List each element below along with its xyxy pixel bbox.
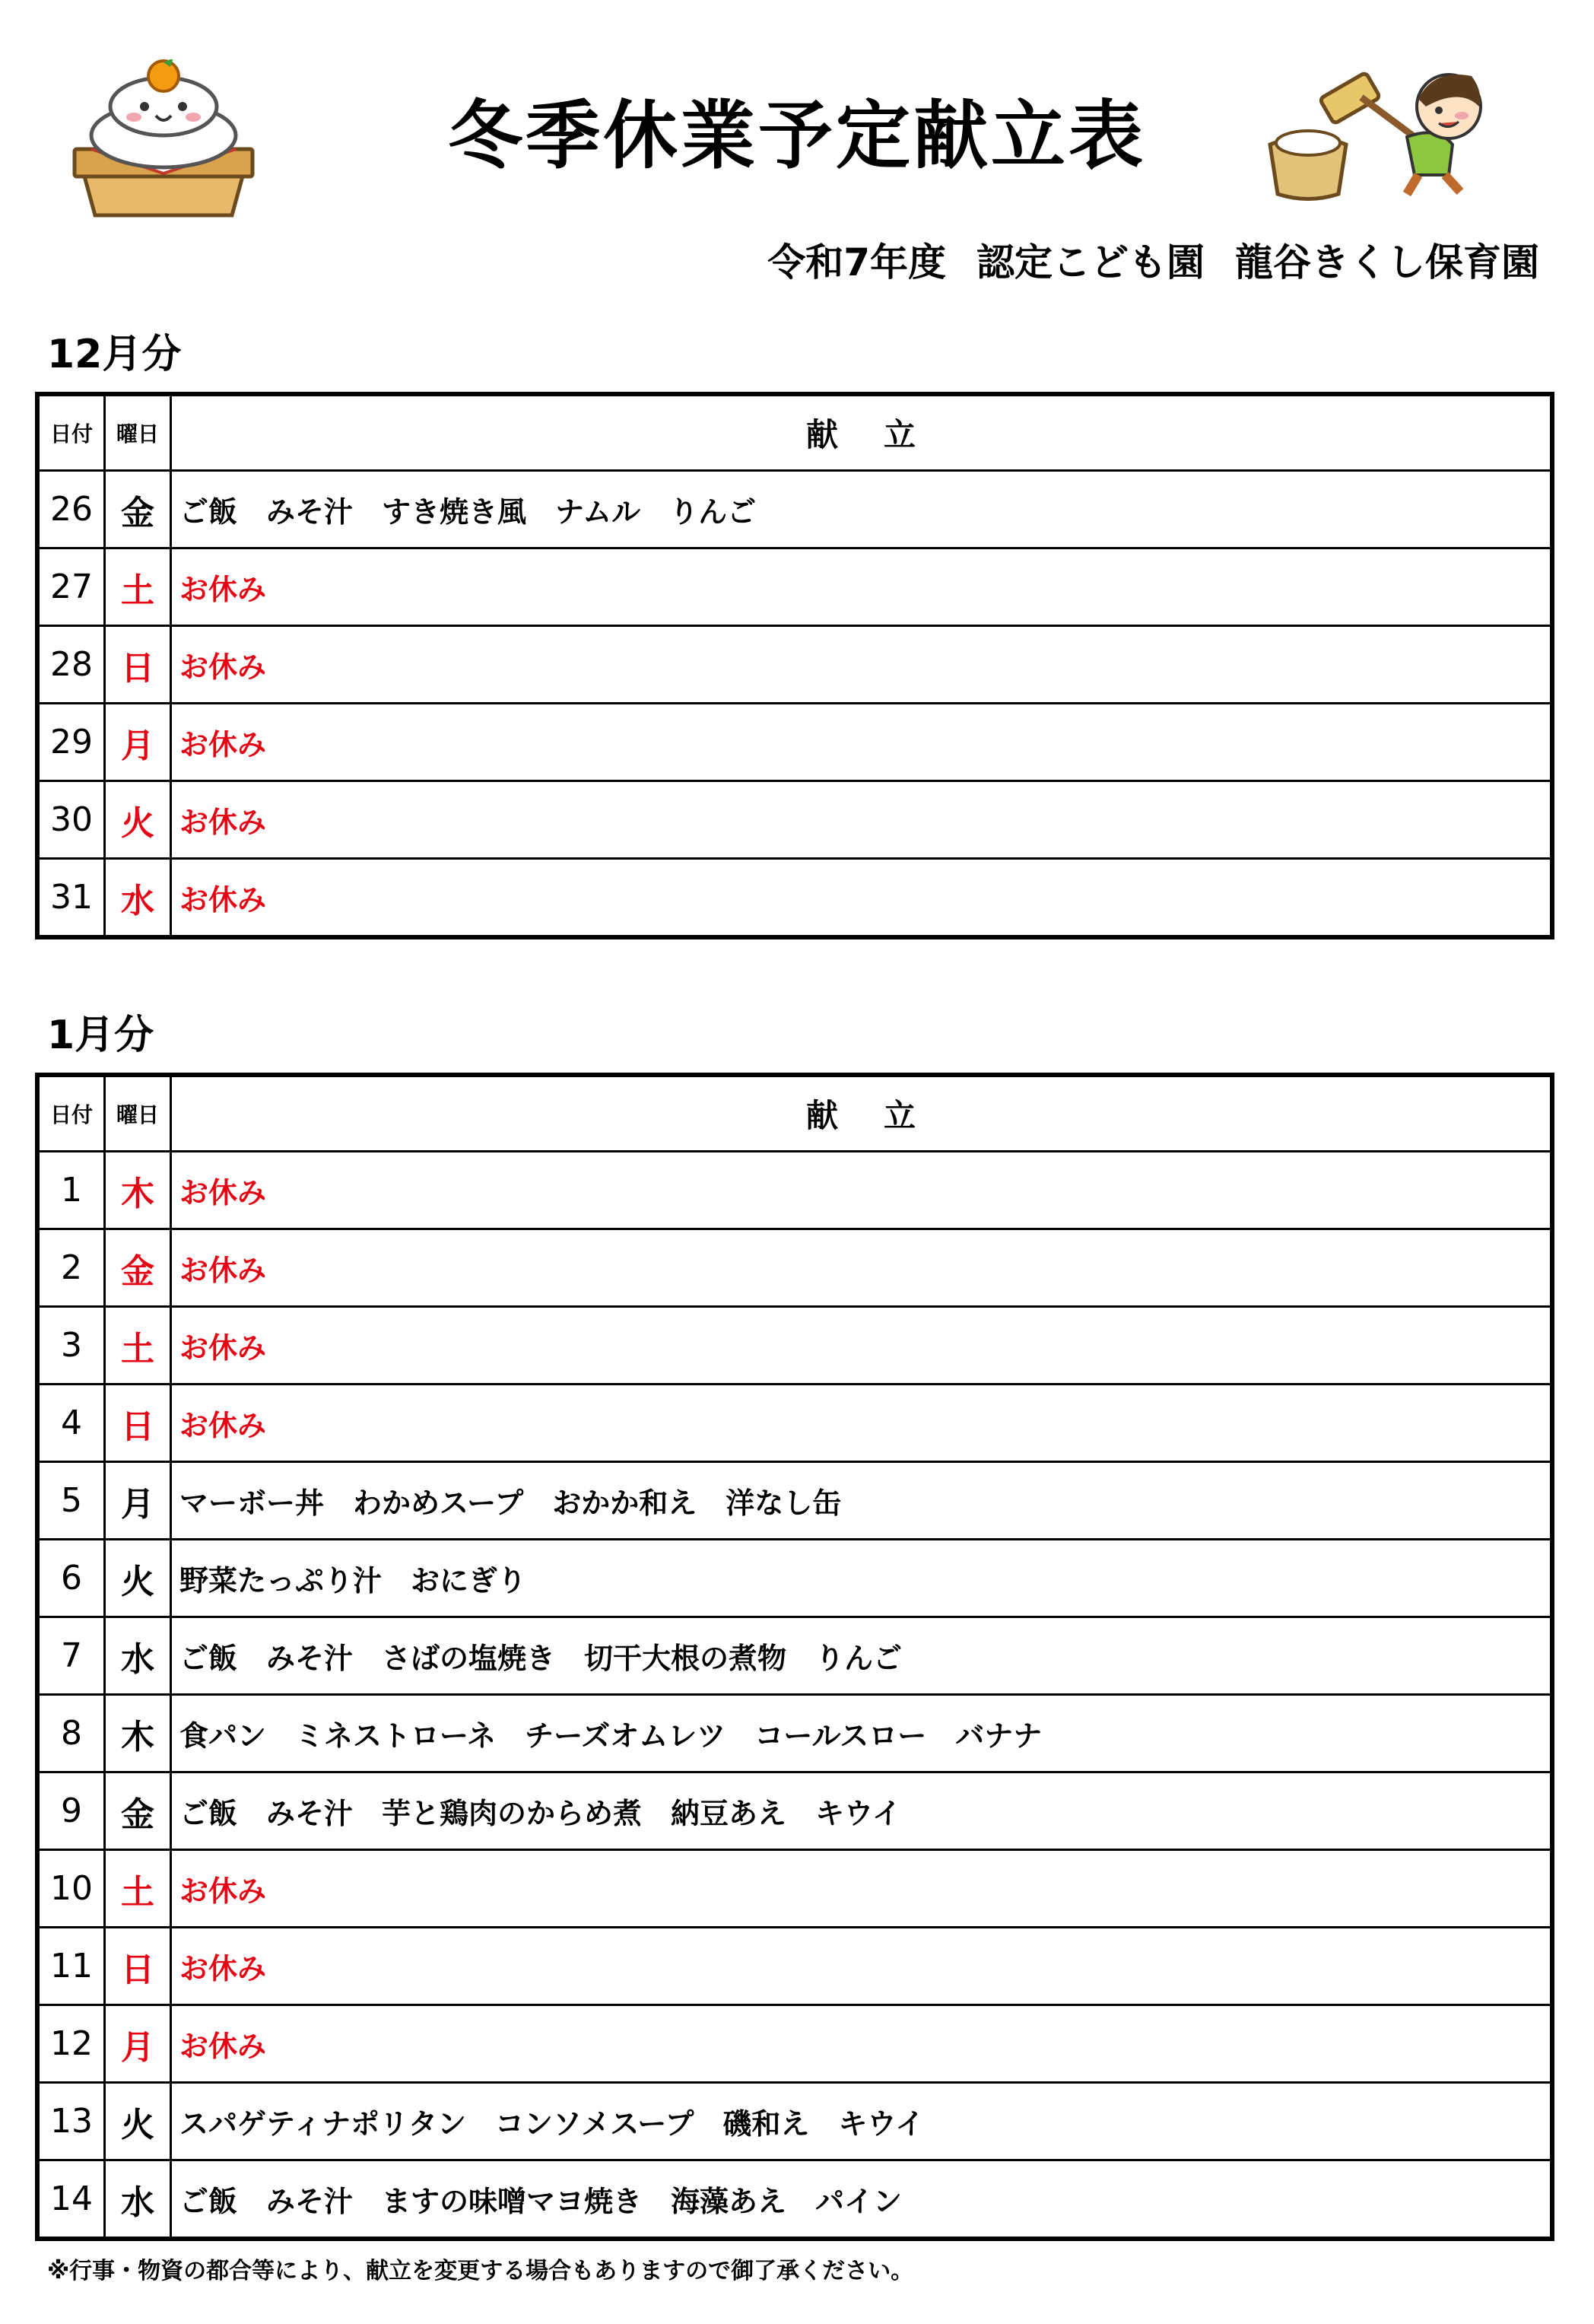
header-day: 曜日: [105, 1075, 171, 1152]
row-menu: ご飯 みそ汁 さばの塩焼き 切干大根の煮物 りんご: [171, 1617, 1553, 1695]
table-row: [37, 781, 1552, 859]
row-day: 火: [105, 1540, 171, 1617]
row-date: 8: [37, 1695, 105, 1772]
row-day: 土: [105, 548, 171, 626]
table-row: [37, 2083, 1552, 2160]
row-menu: お休み: [171, 1229, 1553, 1307]
row-menu: マーボー丼 わかめスープ おかか和え 洋なし缶: [171, 1462, 1553, 1540]
table-row: [37, 859, 1552, 938]
row-date: 28: [37, 626, 105, 704]
row-day: 月: [105, 1462, 171, 1540]
row-menu: お休み: [171, 626, 1553, 704]
table-row: [37, 1540, 1552, 1617]
table-row: [37, 1307, 1552, 1385]
header-day: 曜日: [105, 394, 171, 471]
row-menu: 食パン ミネストローネ チーズオムレツ コールスロー バナナ: [171, 1695, 1553, 1772]
row-menu: ご飯 みそ汁 すき焼き風 ナムル りんご: [171, 471, 1553, 548]
table-row: [37, 1695, 1552, 1772]
row-menu: ご飯 みそ汁 芋と鶏肉のからめ煮 納豆あえ キウイ: [171, 1772, 1553, 1850]
december-label: 12月分: [47, 332, 182, 377]
row-menu: スパゲティナポリタン コンソメスープ 磯和え キウイ: [171, 2083, 1553, 2160]
row-menu: お休み: [171, 704, 1553, 781]
table-row: [37, 1462, 1552, 1540]
row-date: 3: [37, 1307, 105, 1385]
row-day: 日: [105, 1928, 171, 2005]
fiscal-year: 令和7年度: [767, 240, 946, 285]
row-menu: お休み: [171, 1152, 1553, 1229]
table-header-row: [37, 1075, 1552, 1152]
row-day: 水: [105, 859, 171, 938]
row-day: 水: [105, 1617, 171, 1695]
row-menu: お休み: [171, 859, 1553, 938]
table-row: [37, 2160, 1552, 2240]
january-menu-table: [35, 1073, 1554, 2241]
row-date: 12: [37, 2005, 105, 2083]
row-menu: お休み: [171, 1307, 1553, 1385]
header-date: 日付: [37, 1075, 105, 1152]
row-day: 月: [105, 2005, 171, 2083]
header-menu: 献立: [171, 1075, 1553, 1152]
row-date: 2: [37, 1229, 105, 1307]
row-menu: お休み: [171, 548, 1553, 626]
header-menu: 献立: [171, 394, 1553, 471]
footnote: ※行事・物資の都合等により、献立を変更する場合もありますので御了承ください。: [47, 2258, 914, 2284]
table-row: [37, 704, 1552, 781]
row-day: 火: [105, 2083, 171, 2160]
row-date: 9: [37, 1772, 105, 1850]
page-title: 冬季休業予定献立表: [447, 93, 1146, 180]
table-row: [37, 1772, 1552, 1850]
facility-name: 龍谷きくし保育園: [1235, 240, 1539, 285]
row-day: 土: [105, 1307, 171, 1385]
row-date: 13: [37, 2083, 105, 2160]
header-date: 日付: [37, 394, 105, 471]
row-date: 6: [37, 1540, 105, 1617]
table-row: [37, 1850, 1552, 1928]
row-date: 14: [37, 2160, 105, 2240]
row-menu: お休み: [171, 1850, 1553, 1928]
row-day: 金: [105, 471, 171, 548]
row-date: 5: [37, 1462, 105, 1540]
table-row: [37, 2005, 1552, 2083]
row-day: 水: [105, 2160, 171, 2240]
december-menu-table: [35, 392, 1554, 939]
table-row: [37, 548, 1552, 626]
row-day: 土: [105, 1850, 171, 1928]
table-header-row: [37, 394, 1552, 471]
table-row: [37, 1385, 1552, 1462]
january-label: 1月分: [47, 1013, 154, 1058]
table-row: [37, 1617, 1552, 1695]
row-menu: ご飯 みそ汁 ますの味噌マヨ焼き 海藻あえ パイン: [171, 2160, 1553, 2240]
row-date: 11: [37, 1928, 105, 2005]
row-menu: お休み: [171, 1385, 1553, 1462]
table-row: [37, 1229, 1552, 1307]
row-menu: お休み: [171, 1928, 1553, 2005]
row-day: 金: [105, 1229, 171, 1307]
row-menu: お休み: [171, 781, 1553, 859]
row-date: 7: [37, 1617, 105, 1695]
row-date: 26: [37, 471, 105, 548]
row-day: 木: [105, 1695, 171, 1772]
table-row: [37, 1152, 1552, 1229]
table-row: [37, 471, 1552, 548]
row-date: 10: [37, 1850, 105, 1928]
row-menu: 野菜たっぷり汁 おにぎり: [171, 1540, 1553, 1617]
row-day: 木: [105, 1152, 171, 1229]
row-date: 4: [37, 1385, 105, 1462]
facility-info: [737, 240, 1539, 285]
row-date: 1: [37, 1152, 105, 1229]
table-row: [37, 1928, 1552, 2005]
table-row: [37, 626, 1552, 704]
row-day: 日: [105, 626, 171, 704]
row-day: 日: [105, 1385, 171, 1462]
row-day: 火: [105, 781, 171, 859]
facility-type: 認定こども園: [976, 240, 1205, 285]
row-date: 30: [37, 781, 105, 859]
row-date: 29: [37, 704, 105, 781]
row-day: 金: [105, 1772, 171, 1850]
row-date: 27: [37, 548, 105, 626]
row-day: 月: [105, 704, 171, 781]
row-date: 31: [37, 859, 105, 938]
row-menu: お休み: [171, 2005, 1553, 2083]
